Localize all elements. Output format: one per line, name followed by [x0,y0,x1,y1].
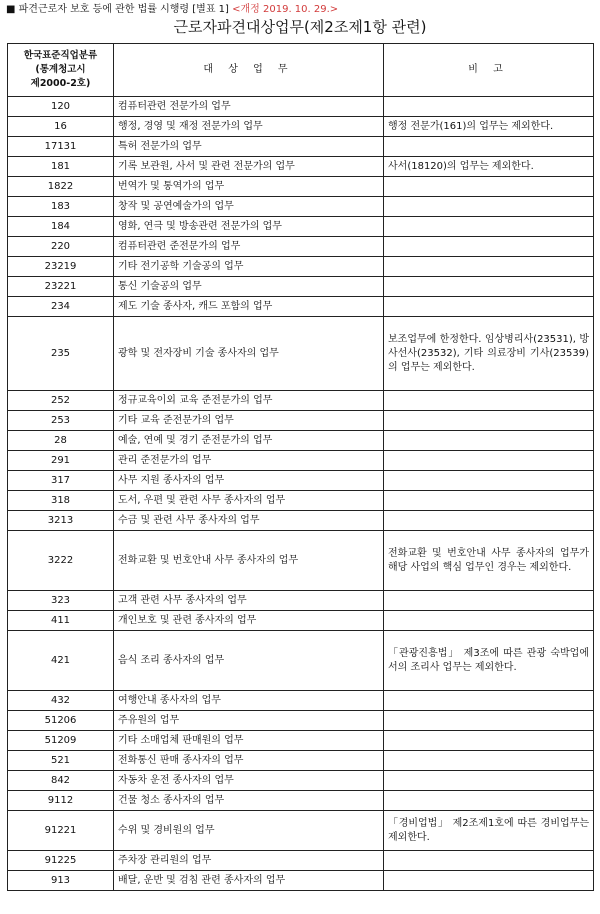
note-cell [384,391,594,411]
note-cell [384,751,594,771]
table-row [8,277,594,297]
code-cell: 252 [8,391,114,411]
note-cell [384,177,594,197]
code-column-header [8,44,114,97]
table-row [8,317,594,391]
code-header-line-2: (통계청고시 [35,64,86,75]
task-cell: 수금 및 관련 사무 종사자의 업무 [114,511,384,531]
table-row [8,691,594,711]
table-row [8,791,594,811]
task-cell: 행정, 경영 및 재정 전문가의 업무 [114,117,384,137]
dispatch-task-table [7,43,594,891]
code-header-line-1: 한국표준직업분류 [23,50,98,61]
code-cell: 913 [8,871,114,891]
document-title: 근로자파견대상업무(제2조제1항 관련) [173,18,427,36]
table-row [8,751,594,771]
table-row [8,711,594,731]
code-cell: 23221 [8,277,114,297]
note-cell [384,491,594,511]
table-row [8,451,594,471]
task-cell: 주차장 관리원의 업무 [114,851,384,871]
table-row [8,391,594,411]
note-cell [384,871,594,891]
code-cell: 432 [8,691,114,711]
table-row [8,611,594,631]
task-cell: 예술, 연예 및 경기 준전문가의 업무 [114,431,384,451]
code-cell: 1822 [8,177,114,197]
code-cell: 521 [8,751,114,771]
note-cell: 행정 전문가(161)의 업무는 제외한다. [384,117,594,137]
task-cell: 창작 및 공연예술가의 업무 [114,197,384,217]
note-cell [384,691,594,711]
table-row [8,871,594,891]
task-cell: 여행안내 종사자의 업무 [114,691,384,711]
header-text: ■ 파견근로자 보호 등에 관한 법률 시행령 [별표 1] [6,4,229,15]
note-cell: 사서(18120)의 업무는 제외한다. [384,157,594,177]
task-cell: 건물 청소 종사자의 업무 [114,791,384,811]
code-cell: 120 [8,97,114,117]
table-row [8,297,594,317]
table-row [8,257,594,277]
note-cell [384,297,594,317]
note-cell [384,771,594,791]
code-cell: 234 [8,297,114,317]
table-row [8,137,594,157]
amendment-date: <개정 2019. 10. 29.> [232,4,339,15]
note-cell [384,591,594,611]
task-cell: 수위 및 경비원의 업무 [114,811,384,851]
code-cell: 842 [8,771,114,791]
task-cell: 도서, 우편 및 관련 사무 종사자의 업무 [114,491,384,511]
task-cell: 주유원의 업무 [114,711,384,731]
code-cell: 23219 [8,257,114,277]
code-cell: 317 [8,471,114,491]
task-cell: 전화통신 판매 종사자의 업무 [114,751,384,771]
task-cell: 전화교환 및 번호안내 사무 종사자의 업무 [114,531,384,591]
note-cell [384,791,594,811]
table-row [8,851,594,871]
note-cell [384,611,594,631]
task-cell: 컴퓨터관련 준전문가의 업무 [114,237,384,257]
code-header-line-3: 제2000-2호) [30,78,91,89]
task-cell: 정규교육이외 교육 준전문가의 업무 [114,391,384,411]
table-row [8,491,594,511]
code-cell: 3222 [8,531,114,591]
code-cell: 51206 [8,711,114,731]
table-row [8,157,594,177]
code-cell: 28 [8,431,114,451]
code-cell: 16 [8,117,114,137]
task-cell: 기타 교육 준전문가의 업무 [114,411,384,431]
note-cell [384,217,594,237]
task-cell: 고객 관련 사무 종사자의 업무 [114,591,384,611]
note-cell: 전화교환 및 번호안내 사무 종사자의 업무가 해당 사업의 핵심 업무인 경우는 제외한다. [384,531,594,591]
table-row [8,97,594,117]
task-column-header: 대 상 업 무 [114,44,384,97]
code-cell: 183 [8,197,114,217]
task-cell: 광학 및 전자장비 기술 종사자의 업무 [114,317,384,391]
code-cell: 253 [8,411,114,431]
note-cell [384,411,594,431]
table-row [8,511,594,531]
task-cell: 영화, 연극 및 방송관련 전문가의 업무 [114,217,384,237]
code-cell: 3213 [8,511,114,531]
code-cell: 323 [8,591,114,611]
code-cell: 91221 [8,811,114,851]
note-cell [384,237,594,257]
code-cell: 17131 [8,137,114,157]
table-row [8,591,594,611]
code-cell: 181 [8,157,114,177]
task-cell: 관리 준전문가의 업무 [114,451,384,471]
table-row [8,117,594,137]
task-cell: 기타 전기공학 기술공의 업무 [114,257,384,277]
code-cell: 184 [8,217,114,237]
task-cell: 자동차 운전 종사자의 업무 [114,771,384,791]
table-row [8,411,594,431]
note-cell [384,711,594,731]
table-row [8,177,594,197]
code-cell: 235 [8,317,114,391]
note-cell [384,137,594,157]
table-row [8,197,594,217]
task-cell: 사무 지원 종사자의 업무 [114,471,384,491]
table-row [8,237,594,257]
task-cell: 기록 보관원, 사서 및 관련 전문가의 업무 [114,157,384,177]
table-row [8,631,594,691]
task-cell: 음식 조리 종사자의 업무 [114,631,384,691]
code-cell: 9112 [8,791,114,811]
code-cell: 421 [8,631,114,691]
task-cell: 기타 소매업체 판매원의 업무 [114,731,384,751]
note-cell: 「관광진흥법」 제3조에 따른 관광 숙박업에서의 조리사 업무는 제외한다. [384,631,594,691]
note-cell [384,431,594,451]
note-cell [384,451,594,471]
code-cell: 220 [8,237,114,257]
code-cell: 318 [8,491,114,511]
code-cell: 411 [8,611,114,631]
note-cell [384,471,594,491]
code-cell: 91225 [8,851,114,871]
table-row [8,771,594,791]
table-row [8,217,594,237]
task-cell: 컴퓨터관련 전문가의 업무 [114,97,384,117]
table-row [8,811,594,851]
task-cell: 개인보호 및 관련 종사자의 업무 [114,611,384,631]
table-row [8,731,594,751]
table-header-row [8,44,594,97]
note-cell: 보조업무에 한정한다. 임상병리사(23531), 방사선사(23532), 기타 의료장비 기사(23539)의 업무는 제외한다. [384,317,594,391]
note-cell [384,851,594,871]
note-cell [384,197,594,217]
note-column-header: 비 고 [384,44,594,97]
document-header [6,3,338,16]
note-cell [384,257,594,277]
note-cell [384,277,594,297]
task-cell: 특허 전문가의 업무 [114,137,384,157]
task-cell: 통신 기술공의 업무 [114,277,384,297]
note-cell [384,731,594,751]
code-cell: 51209 [8,731,114,751]
task-cell: 배달, 운반 및 검침 관련 종사자의 업무 [114,871,384,891]
table-row [8,531,594,591]
task-cell: 제도 기술 종사자, 캐드 포함의 업무 [114,297,384,317]
task-cell: 번역가 및 통역가의 업무 [114,177,384,197]
note-cell: 「경비업법」 제2조제1호에 따른 경비업무는 제외한다. [384,811,594,851]
note-cell [384,97,594,117]
code-cell: 291 [8,451,114,471]
table-row [8,431,594,451]
table-row [8,471,594,491]
note-cell [384,511,594,531]
